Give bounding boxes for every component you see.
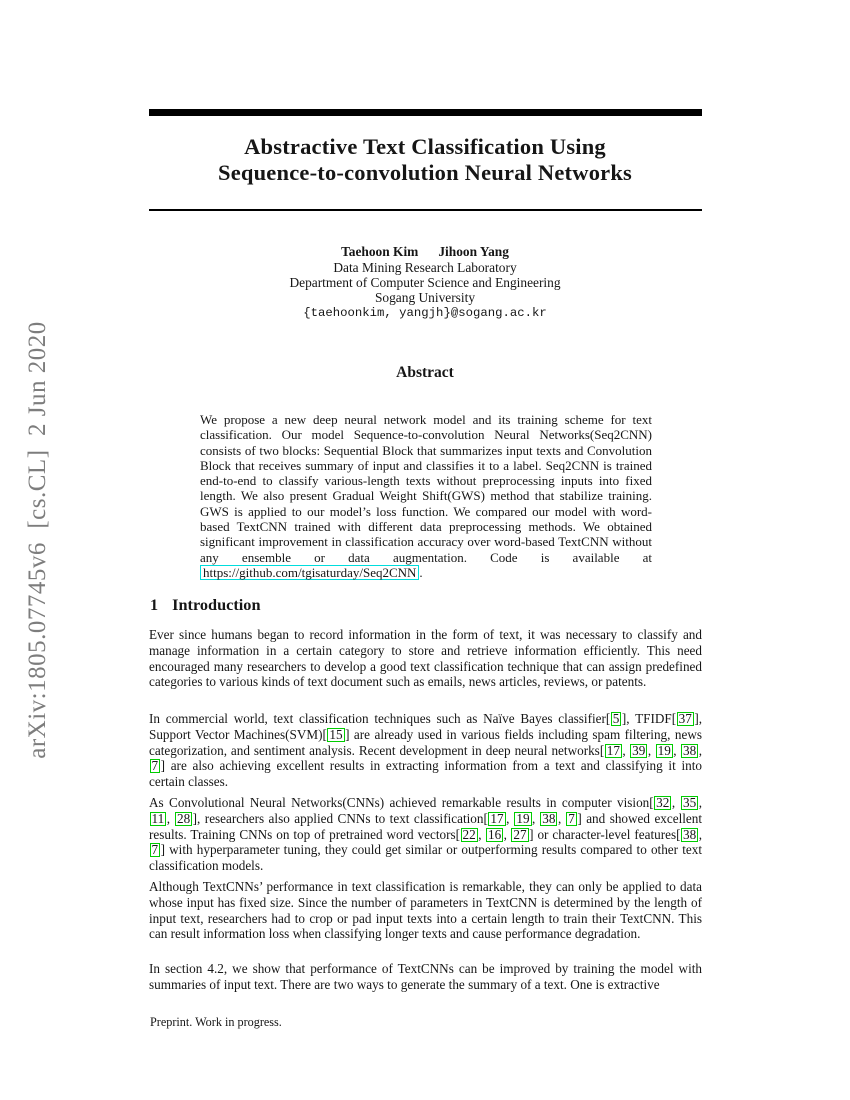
citation-ref[interactable]: 19: [516, 810, 530, 826]
footer-note: Preprint. Work in progress.: [150, 1015, 282, 1029]
paper-title: [75, 134, 775, 186]
author-block: [75, 244, 775, 321]
citation-ref[interactable]: 38: [683, 742, 697, 758]
abstract-heading: Abstract: [396, 364, 454, 381]
citation-ref[interactable]: 17: [490, 810, 504, 826]
affiliation-line: Department of Computer Science and Engineering: [289, 275, 561, 290]
paper-title-line1: Abstractive Text Classification Using: [244, 134, 606, 159]
paragraph: In section 4.2, we show that performance of TextCNNs can be improved by training the model with summaries of input text. There are two ways to generate the summary of a text. One is extractive: [149, 961, 702, 992]
citation-ref[interactable]: 22: [462, 826, 476, 842]
section-heading-introduction: [150, 595, 702, 615]
title-bottom-rule: [149, 209, 702, 211]
citation-ref[interactable]: 16: [487, 826, 502, 842]
abstract-text: We propose a new deep neural network model and its training scheme for text classification. Our model Sequence-to-convolution Neural Networks(Seq2CNN) consists of two blocks: Sequential Block that summarizes input texts and Convolution Block that receives summary of input and classifies it to a label. Seq2CNN is trained end-to-end to classify various-length texts without preprocessing inputs into fixed length. We also present Gradual Weight Shift(GWS) method that stabilize training. GWS is applied to our model’s loss function. We compared our model with word-based TextCNN trained with different data preprocessing methods. We obtained significant improvement in classification accuracy over word-based TextCNN without any ensemble or data augmentation. Code is available at https://github.com/tgisaturday/Seq2CNN .: [200, 412, 652, 580]
paper-title-line2: Sequence-to-convolution Neural Networks: [217, 160, 633, 185]
citation-ref[interactable]: 11: [151, 810, 165, 826]
paragraph: In commercial world, text classification techniques such as Naïve Bayes classifier[ 5 ], TFIDF[ 37 ], Support Vector Machines(SVM)[ 15 ] are already used in various fields including spam filtering, news categorization, and sentiment analysis. Recent development in deep neural networks[ 17 , 39 , 19 , 38 , 7 ] are also achieving excellent results in extracting information from a text and classifying it into certain classes.: [149, 711, 703, 790]
citation-ref[interactable]: 5: [612, 711, 620, 726]
citation-ref[interactable]: 7: [151, 758, 159, 774]
arxiv-watermark: arXiv:1805.07745v6 [cs.CL] 2 Jun 2020: [24, 321, 51, 759]
author-email: {taehoonkim, yangjh}@sogang.ac.kr: [303, 306, 547, 320]
citation-ref[interactable]: 28: [176, 810, 191, 826]
citation-ref[interactable]: 38: [683, 826, 697, 842]
paragraph: Ever since humans began to record information in the form of text, it was necessary to classify and manage information in a certain category to store and retrieve information efficiently. This need encouraged many researchers to develop a good text classification technique that can assign predefined categories to various kinds of text document such as emails, news articles, reviews, or patents.: [149, 627, 702, 690]
author-names: [75, 244, 775, 259]
citation-ref[interactable]: 15: [329, 726, 343, 742]
paragraph: Although TextCNNs’ performance in text classification is remarkable, they can only be applied to data whose input has fixed size. Since the number of parameters in TextCNN is determined by the length of input text, researchers had to crop or pad input texts into a certain length to train their TextCNN. This can result information loss when classifying longer texts and cause performance degradation.: [149, 879, 702, 942]
section-title: Introduction: [172, 595, 261, 614]
citation-ref[interactable]: 17: [606, 742, 620, 758]
affiliation-line: Sogang University: [374, 290, 476, 305]
citation-ref[interactable]: 38: [542, 810, 556, 826]
citation-ref[interactable]: 32: [656, 795, 670, 810]
citation-ref[interactable]: 19: [657, 742, 671, 758]
citation-ref[interactable]: 35: [683, 795, 697, 810]
author-name: Taehoon Kim: [341, 244, 419, 259]
affiliation-line: Data Mining Research Laboratory: [333, 260, 517, 275]
citation-ref[interactable]: 39: [632, 742, 646, 758]
citation-ref[interactable]: 7: [151, 842, 159, 858]
citation-ref[interactable]: 27: [513, 826, 527, 842]
citation-ref[interactable]: 37: [678, 711, 692, 726]
author-name: Jihoon Yang: [438, 244, 509, 259]
section-number: 1: [150, 595, 159, 614]
paragraph: As Convolutional Neural Networks(CNNs) achieved remarkable results in computer vision[ 32 , 35 , 11 , 28 ], researchers also applied CNNs to text classification[ 17 , 19 , 38 , 7 ] and showed excellent results. Training CNNs on top of pretrained word vectors[ 22 , 16 , 27 ] or character-level features[ 38 , 7 ] with hyperparameter tuning, they could get similar or outperforming results compared to other text classification models.: [149, 795, 703, 874]
citation-ref[interactable]: 7: [568, 810, 575, 826]
title-top-rule: [149, 109, 702, 116]
link-url[interactable]: https://github.com/tgisaturday/Seq2CNN: [200, 565, 419, 580]
